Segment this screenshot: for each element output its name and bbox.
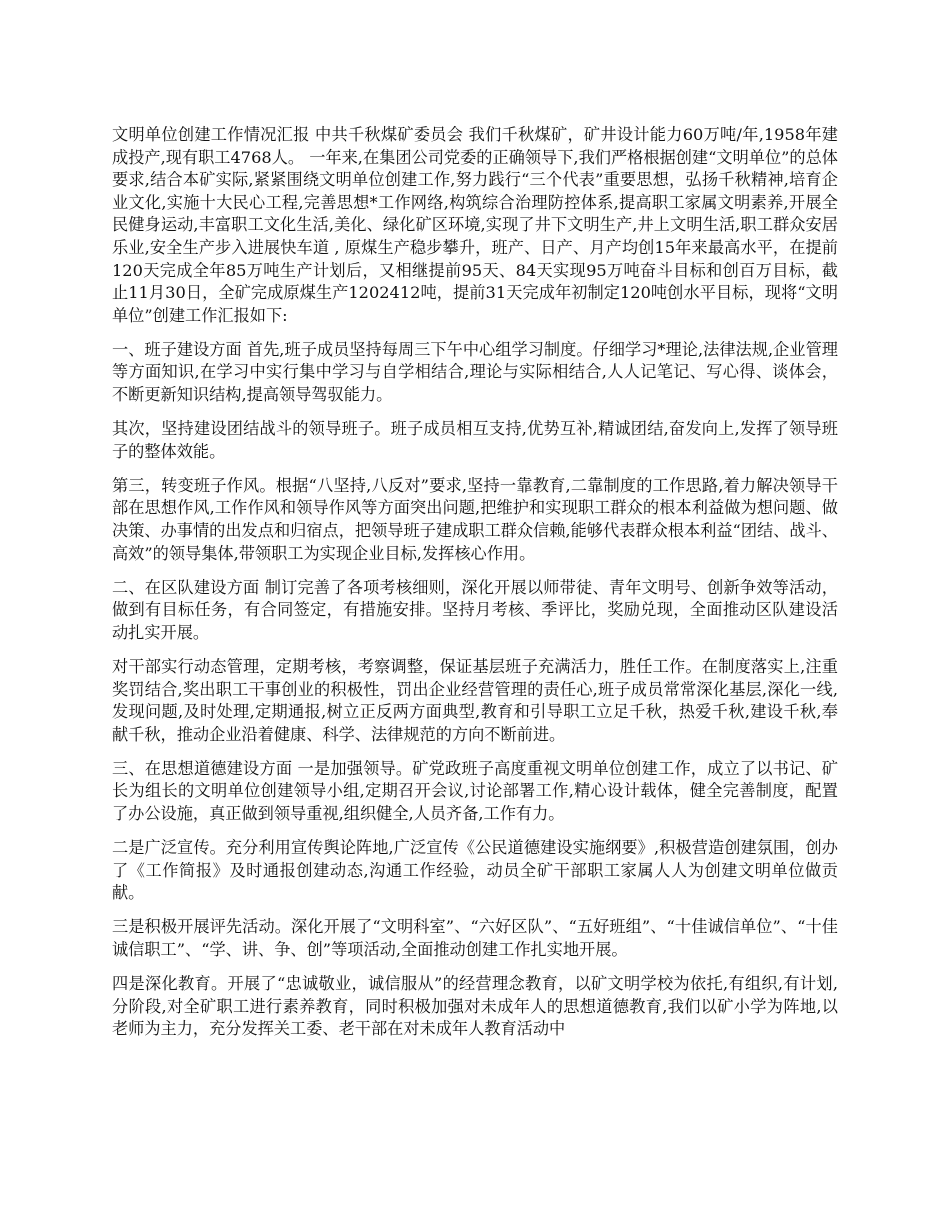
paragraph-team-construction: 二、在区队建设方面 制订完善了各项考核细则，深化开展以师带徒、青年文明号、创新争效等活动，做到有目标任务，有合同签定，有措施安排。坚持月考核、季评比，奖励兑现，全面推动区队建设活动扎实开展。 xyxy=(112,577,838,642)
paragraph-team-building: 一、班子建设方面 首先,班子成员坚持每周三下午中心组学习制度。仔细学习*理论,法律法规,企业管理等方面知识,在学习中实行集中学习与自学相结合,理论与实际相结合,人人记笔记、写心得、谈体会，不断更新知识结构,提高领导驾驭能力。 xyxy=(112,339,838,405)
paragraph-evaluation: 三是积极开展评先活动。深化开展了“文明科室”、“六好区队”、“五好班组”、“十佳诚信单位”、“十佳诚信职工”、“学、讲、争、创”等项活动,全面推动创建工作扎实地开展。 xyxy=(112,917,838,959)
document-body xyxy=(112,124,838,1052)
paragraph-publicity: 二是广泛宣传。充分利用宣传舆论阵地,广泛宣传《公民道德建设实施纲要》,积极营造创建氛围，创办了《工作简报》及时通报创建动态,沟通工作经验，动员全矿干部职工家属人人为创建文明单位做贡献。 xyxy=(112,838,838,903)
paragraph-cadre-management: 对干部实行动态管理，定期考核，考察调整，保证基层班子充满活力，胜任工作。在制度落实上,注重奖罚结合,奖出职工干事创业的积极性，罚出企业经营管理的责任心,班子成员常常深化基层,深化一线,发现问题,及时处理,定期通报,树立正反两方面典型,教育和引导职工立足千秋，热爱千秋,建设千秋,奉献千秋，推动企业沿着健康、科学、法律规范的方向不断前进。 xyxy=(112,656,838,744)
paragraph-unity: 其次，坚持建设团结战斗的领导班子。班子成员相互支持,优势互补,精诚团结,奋发向上,发挥了领导班子的整体效能。 xyxy=(112,419,838,461)
paragraph-work-style: 第三，转变班子作风。根据“八坚持,八反对”要求,坚持一靠教育,二靠制度的工作思路,着力解决领导干部在思想作风,工作作风和领导作风等方面突出问题,把维护和实现职工群众的根本利益做为想问题、做决策、办事情的出发点和归宿点，把领导班子建成职工群众信赖,能够代表群众根本利益“团结、战斗、高效”的领导集体,带领职工为实现企业目标,发挥核心作用。 xyxy=(112,475,838,563)
paragraph-education: 四是深化教育。开展了“忠诚敬业，诚信服从”的经营理念教育，以矿文明学校为依托,有组织,有计划,分阶段,对全矿职工进行素养教育，同时积极加强对未成年人的思想道德教育,我们以矿小学为阵地,以老师为主力，充分发挥关工委、老干部在对未成年人教育活动中 xyxy=(112,974,839,1039)
paragraph-intro: 文明单位创建工作情况汇报 中共千秋煤矿委员会 我们千秋煤矿，矿井设计能力60万吨/年,1958年建成投产,现有职工4768人。 一年来,在集团公司党委的正确领导下,我们严格根据创建“文明单位”的总体要求,结合本矿实际,紧紧围绕文明单位创建工作,努力践行“三个代表”重要思想，弘扬千秋精神,培育企业文化,实施十大民心工程,完善思想*工作网络,构筑综合治理防控体系,提高职工家属文明素养,开展全民健身运动,丰富职工文化生活,美化、绿化矿区环境,实现了井下文明生产,井上文明生活,职工群众安居乐业,安全生产步入进展快车道 , 原煤生产稳步攀升，班产、日产、月产均创15年来最高水平，在提前120天完成全年85万吨生产计划后，又相继提前95天、84天实现95万吨奋斗目标和创百万目标，截止11月30日，全矿完成原煤生产1202412吨，提前31天完成年初制定120吨创水平目标，现将“文明单位”创建工作汇报如下: xyxy=(112,125,838,325)
paragraph-moral-leadership: 三、在思想道德建设方面 一是加强领导。矿党政班子高度重视文明单位创建工作，成立了以书记、矿长为组长的文明单位创建领导小组,定期召开会议,讨论部署工作,精心设计载体，健全完善制度，配置了办公设施，真正做到领导重视,组织健全,人员齐备,工作有力。 xyxy=(112,758,838,824)
